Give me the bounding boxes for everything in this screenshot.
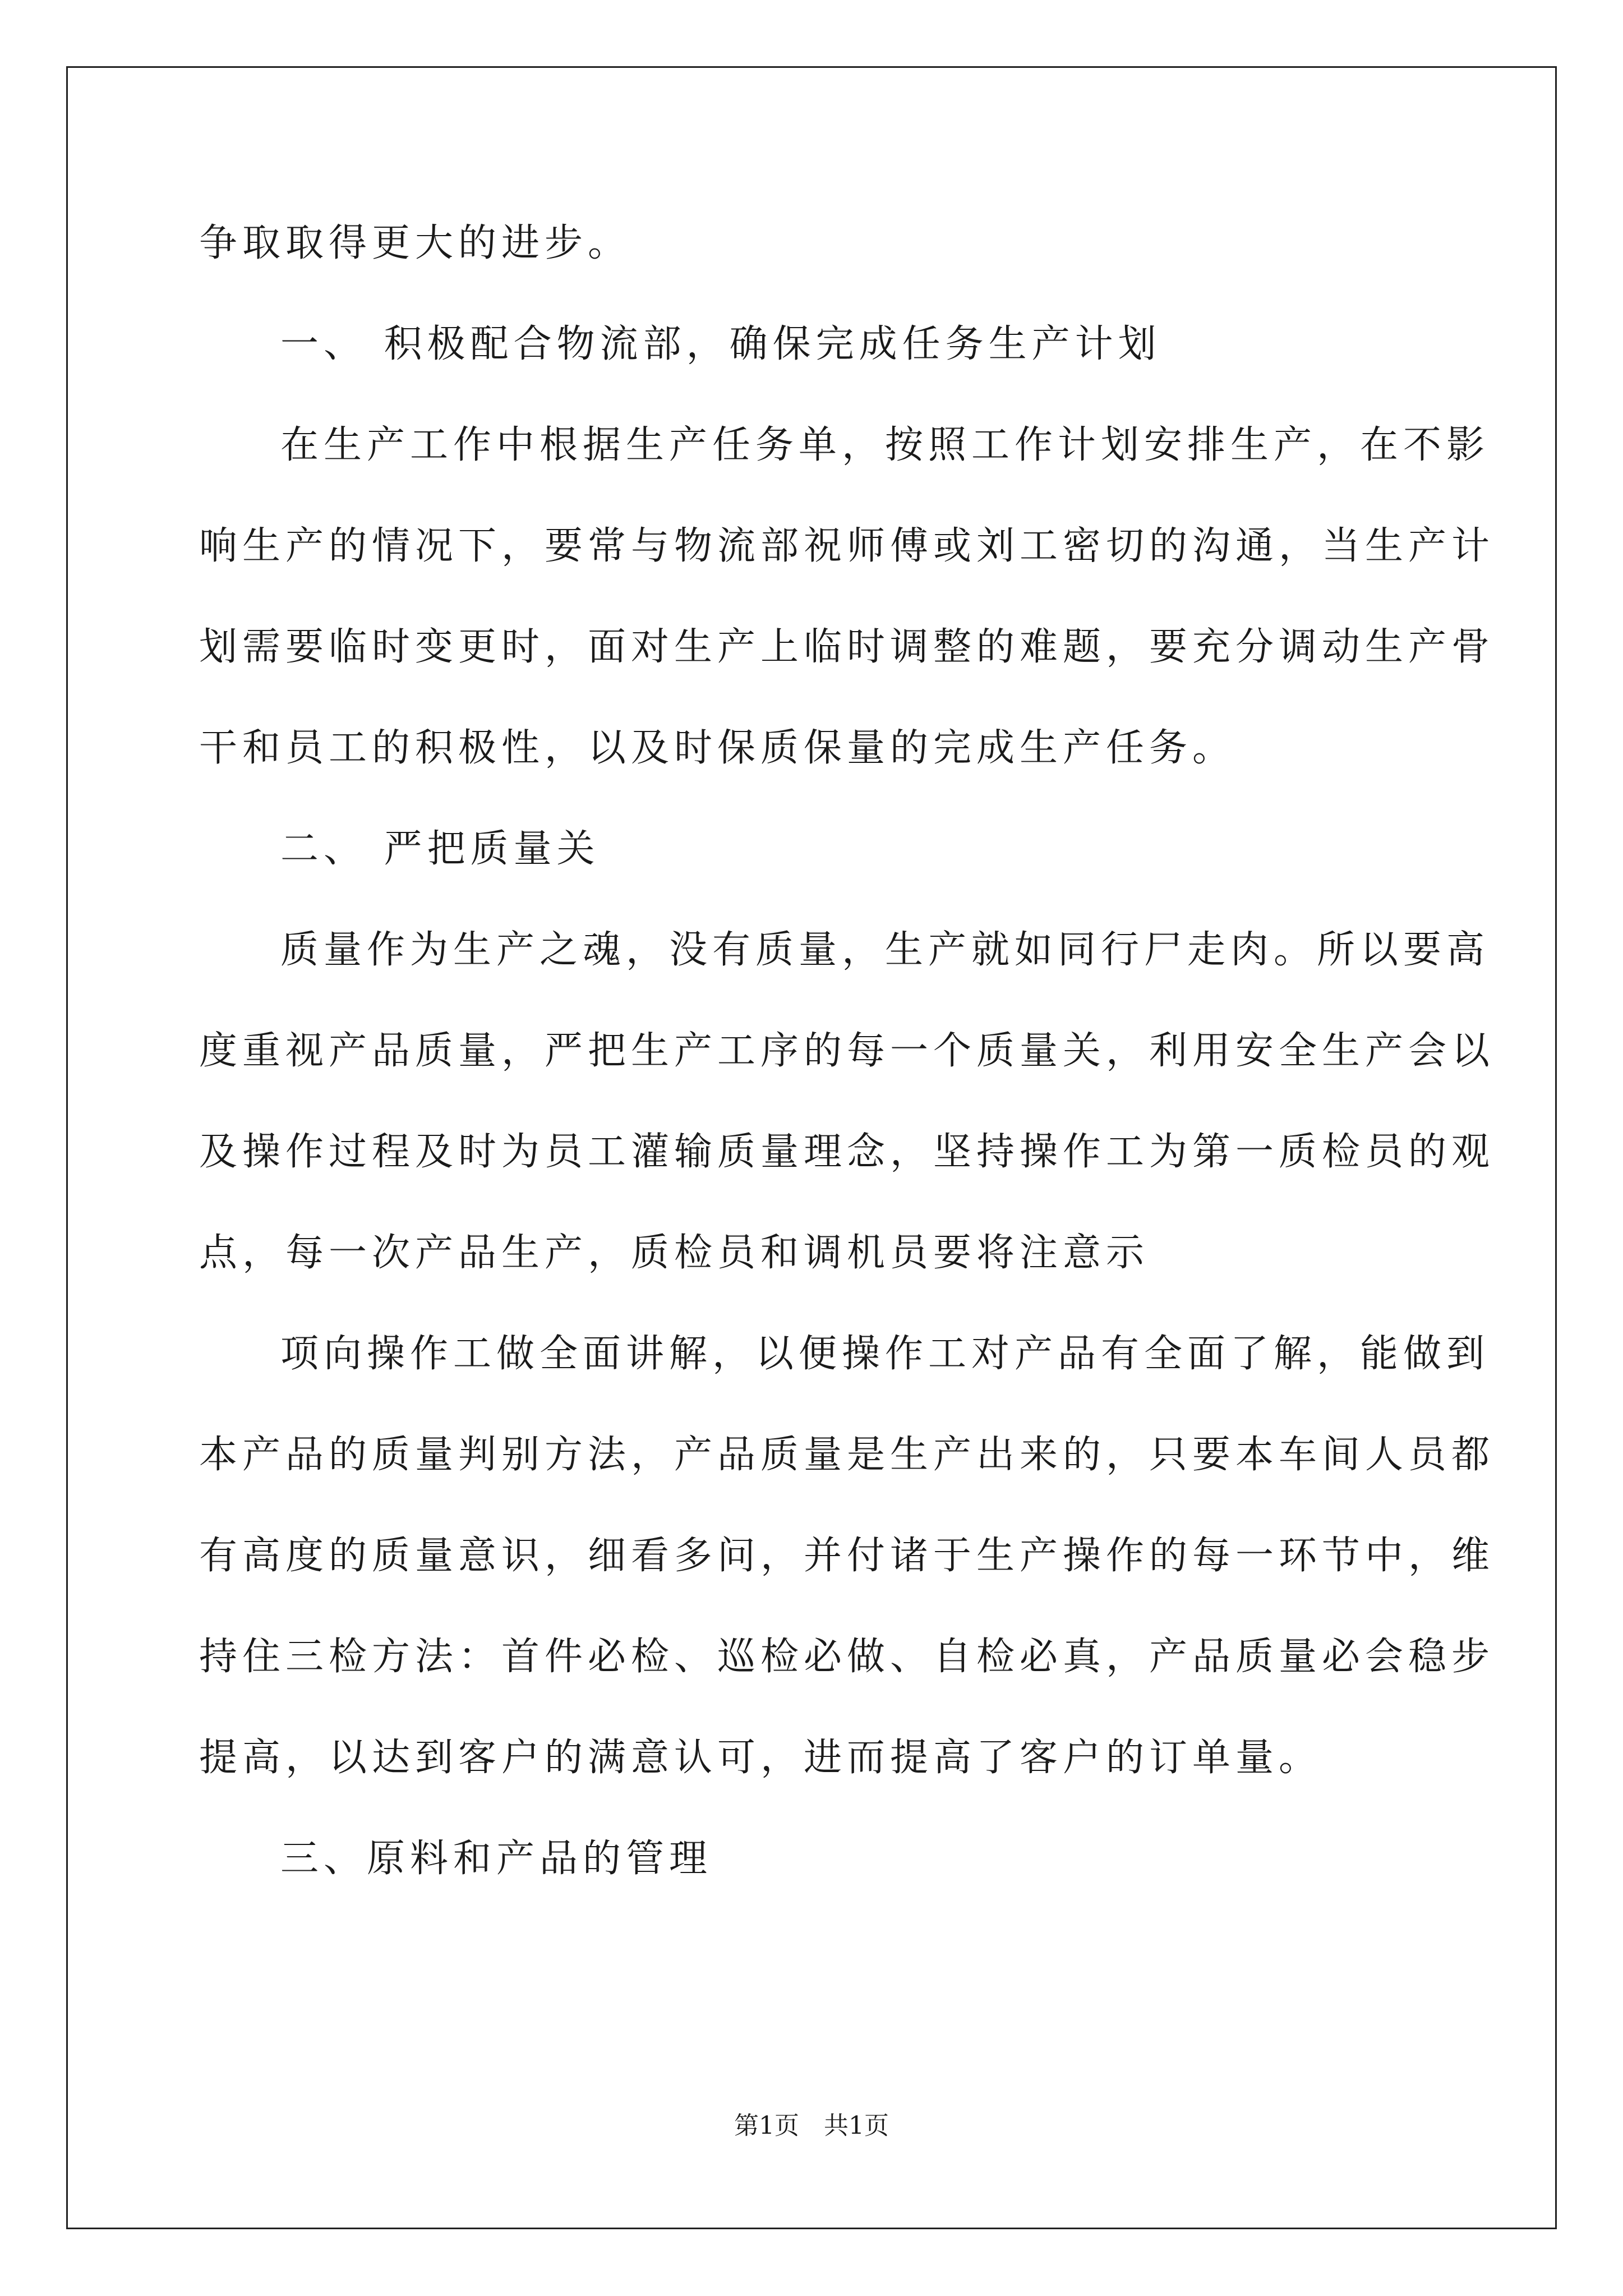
page-number-footer: 第1页 共1页 <box>734 2111 889 2140</box>
text-line: 干和员工的积极性，以及时保质保量的完成生产任务。 <box>199 726 1236 770</box>
text-line: 争取取得更大的进步。 <box>199 221 631 265</box>
text-line: 提高，以达到客户的满意认可，进而提高了客户的订单量。 <box>199 1736 1322 1780</box>
text-line: 在生产工作中根据生产任务单，按照工作计划安排生产，在不影 <box>280 423 1490 467</box>
text-line: 度重视产品质量，严把生产工序的每一个质量关，利用安全生产会以 <box>199 1029 1495 1073</box>
text-line: 持住三检方法：首件必检、巡检必做、自检必真，产品质量必会稳步 <box>199 1635 1495 1679</box>
text-line: 有高度的质量意识，细看多问，并付诸于生产操作的每一环节中，维 <box>199 1534 1495 1578</box>
section-heading-3: 三、原料和产品的管理 <box>280 1837 713 1881</box>
text-line: 及操作过程及时为员工灌输质量理念，坚持操作工为第一质检员的观 <box>199 1130 1495 1174</box>
section-heading-1: 一、 积极配合物流部，确保完成任务生产计划 <box>280 322 1161 366</box>
text-line: 质量作为生产之魂，没有质量，生产就如同行尸走肉。所以要高 <box>280 928 1490 972</box>
section-heading-2: 二、 严把质量关 <box>280 827 600 871</box>
text-line: 本产品的质量判别方法，产品质量是生产出来的，只要本车间人员都 <box>199 1433 1495 1477</box>
text-line: 划需要临时变更时，面对生产上临时调整的难题，要充分调动生产骨 <box>199 625 1495 669</box>
text-line: 项向操作工做全面讲解，以便操作工对产品有全面了解，能做到 <box>280 1332 1490 1376</box>
text-line: 点，每一次产品生产，质检员和调机员要将注意示 <box>199 1231 1150 1275</box>
text-line: 响生产的情况下，要常与物流部祝师傅或刘工密切的沟通，当生产计 <box>199 524 1495 568</box>
